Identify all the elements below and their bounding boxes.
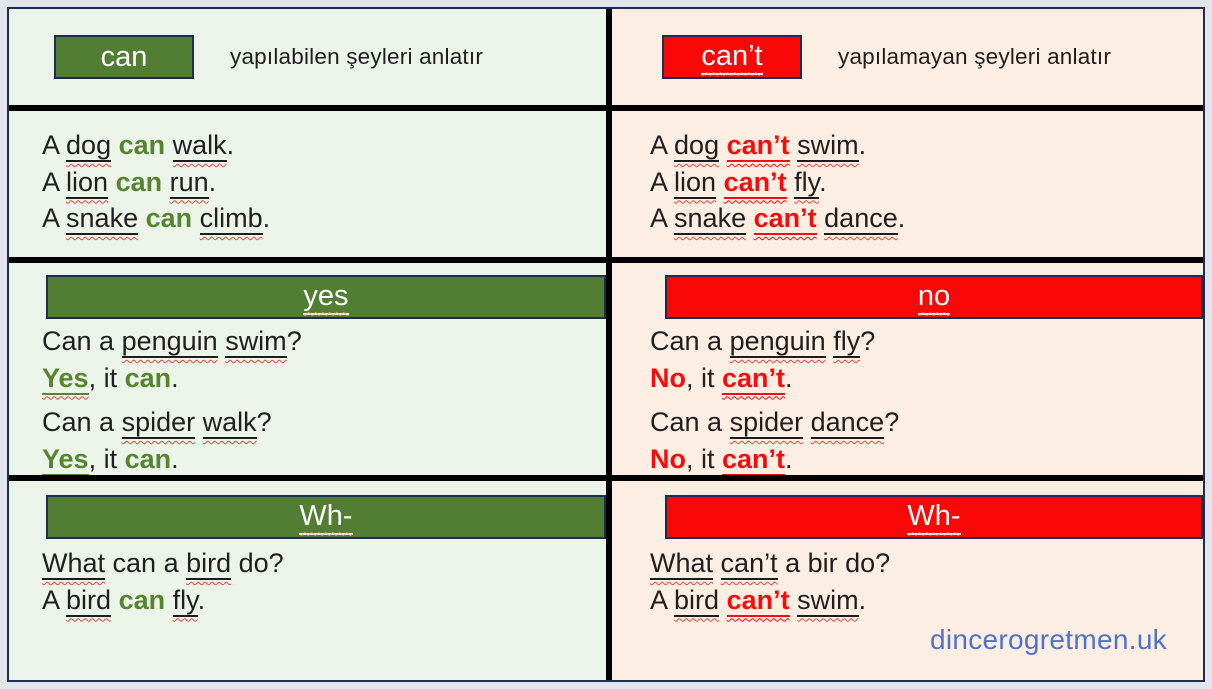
answer-bird-can-fly: A bird can fly. xyxy=(42,584,206,615)
website-url: dincerogretmen.uk xyxy=(929,624,1167,655)
can-badge xyxy=(54,35,194,79)
answer-yes-it-can-1: Yes, it can. xyxy=(42,362,179,393)
wh-can-badge xyxy=(46,495,606,539)
answer-bird-cant-swim: A bird can’t swim. xyxy=(650,584,867,615)
sentence-snake-can-climb: A snake can climb. xyxy=(42,203,271,233)
question-penguin-fly: Can a penguin fly? xyxy=(650,326,876,356)
no-badge-label: no xyxy=(918,280,950,315)
answer-no-it-cant-1: No, it can’t. xyxy=(650,362,793,393)
question-what-can-bird-do: What can a bird do? xyxy=(42,548,284,578)
header-cell-can xyxy=(9,9,606,105)
question-penguin-swim: Can a penguin swim? xyxy=(42,326,302,356)
yes-badge xyxy=(46,275,606,319)
yes-answers-cell xyxy=(9,257,606,475)
wh-cant-badge xyxy=(665,495,1203,539)
cant-note-turkish: yapılamayan şeyleri anlatır xyxy=(838,44,1112,69)
question-spider-walk: Can a spider walk? xyxy=(42,407,272,437)
wh-cant-cell xyxy=(606,475,1203,680)
wh-cant-badge-label: Wh- xyxy=(907,500,960,535)
header-cell-cant xyxy=(606,9,1203,105)
can-badge-label: can xyxy=(100,40,148,73)
wh-can-cell xyxy=(9,475,606,680)
no-answers-cell xyxy=(606,257,1203,475)
wh-can-badge-label: Wh- xyxy=(299,500,352,535)
sentence-dog-cant-swim: A dog can’t swim. xyxy=(650,130,867,160)
can-examples-cell xyxy=(9,105,606,257)
sentence-lion-cant-fly: A lion can’t fly. xyxy=(650,166,827,197)
cant-badge-label: can’t xyxy=(701,40,762,75)
sentence-dog-can-walk: A dog can walk. xyxy=(42,130,235,160)
cant-badge xyxy=(662,35,802,79)
question-spider-dance: Can a spider dance? xyxy=(650,407,900,437)
no-badge xyxy=(665,275,1203,319)
answer-no-it-cant-2: No, it can’t. xyxy=(650,443,793,474)
question-what-cant-bir-do: What can’t a bir do? xyxy=(650,548,891,578)
answer-yes-it-can-2: Yes, it can. xyxy=(42,443,179,474)
sentence-snake-cant-dance: A snake can’t dance. xyxy=(650,203,906,233)
cant-examples-cell xyxy=(606,105,1203,257)
yes-badge-label: yes xyxy=(303,280,348,315)
sentence-lion-can-run: A lion can run. xyxy=(42,166,217,197)
can-note-turkish: yapılabilen şeyleri anlatır xyxy=(230,44,484,69)
worksheet-table xyxy=(7,7,1205,682)
